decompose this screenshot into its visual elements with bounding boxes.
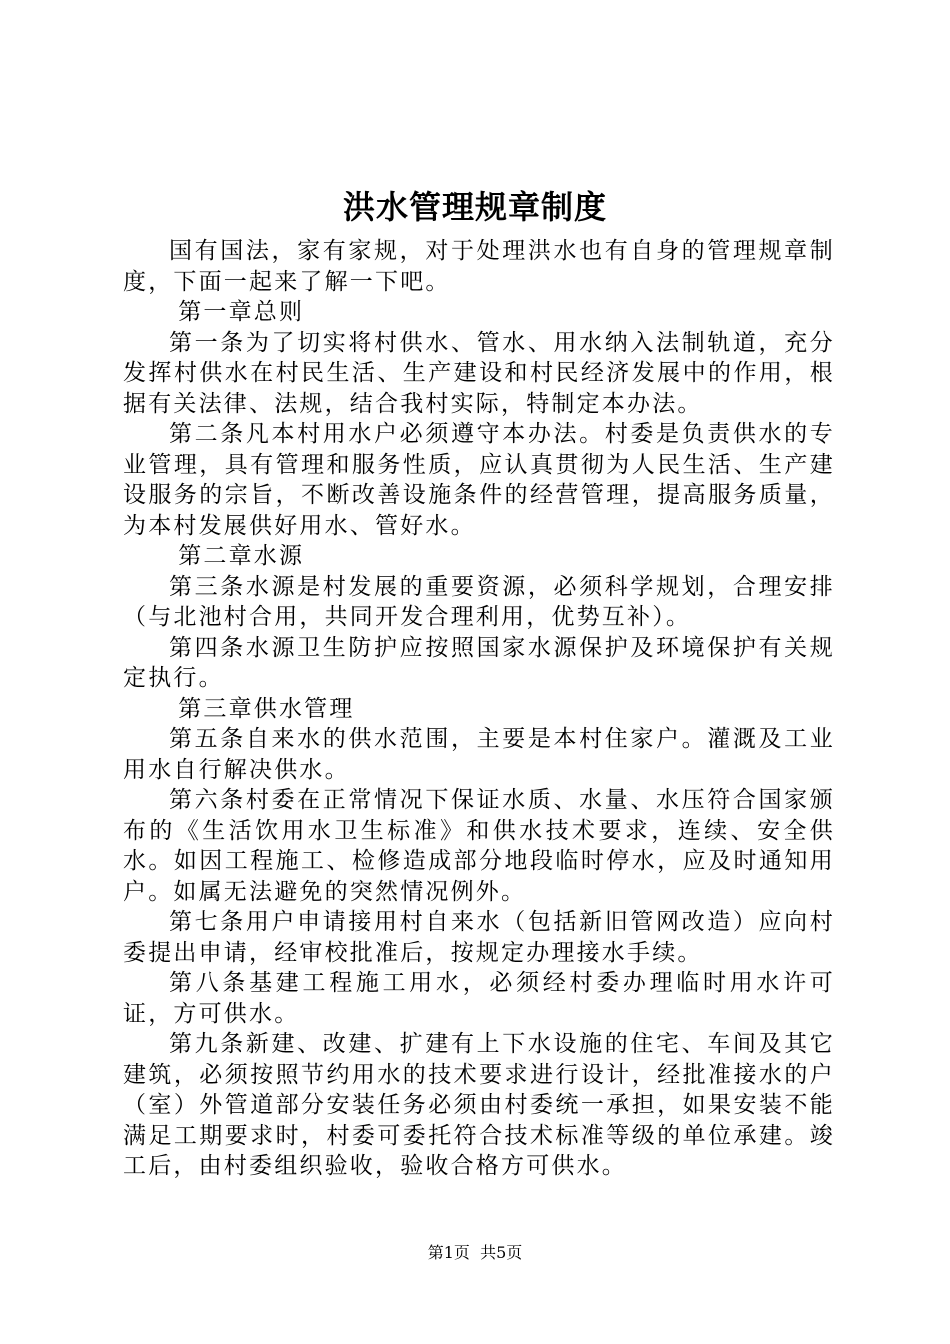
page-number: 第1页 bbox=[427, 1243, 470, 1262]
article-paragraph: 第九条新建、改建、扩建有上下水设施的住宅、车间及其它建筑，必须按照节约用水的技术要求进行设计，经批准接水的户（室）外管道部分安装任务必须由村委统一承担，如果安装不能满足工期要求时，村委可委托符合技术标准等级的单位承建。竣工后，由村委组织验收，验收合格方可供水。 bbox=[123, 1031, 835, 1179]
article-paragraph: 第三条水源是村发展的重要资源，必须科学规划，合理安排（与北池村合用，共同开发合理利用，优势互补）。 bbox=[123, 573, 835, 630]
chapter-heading: 第一章总则 bbox=[178, 299, 305, 325]
article-paragraph: 第五条自来水的供水范围，主要是本村住家户。灌溉及工业用水自行解决供水。 bbox=[123, 726, 835, 783]
chapter-heading: 第二章水源 bbox=[178, 543, 305, 569]
article-paragraph: 第八条基建工程施工用水，必须经村委办理临时用水许可证，方可供水。 bbox=[123, 970, 835, 1027]
document-title: 洪水管理规章制度 bbox=[342, 188, 607, 226]
document-body bbox=[123, 236, 835, 1182]
article-paragraph: 第二条凡本村用水户必须遵守本办法。村委是负责供水的专业管理，具有管理和服务性质，应认真贯彻为人民生活、生产建设服务的宗旨，不断改善设施条件的经营管理，提高服务质量，为本村发展供好用水、管好水。 bbox=[123, 421, 835, 539]
article-paragraph: 第一条为了切实将村供水、管水、用水纳入法制轨道，充分发挥村供水在村民生活、生产建设和村民经济发展中的作用，根据有关法律、法规，结合我村实际，特制定本办法。 bbox=[123, 329, 835, 417]
article-paragraph: 第六条村委在正常情况下保证水质、水量、水压符合国家颁布的《生活饮用水卫生标准》和供水技术要求，连续、安全供水。如因工程施工、检修造成部分地段临时停水，应及时通知用户。如属无法避免的突然情况例外。 bbox=[123, 787, 835, 905]
page-footer bbox=[0, 1241, 950, 1265]
article-paragraph: 第七条用户申请接用村自来水（包括新旧管网改造）应向村委提出申请，经审校批准后，按规定办理接水手续。 bbox=[123, 909, 835, 966]
chapter-heading: 第三章供水管理 bbox=[178, 695, 355, 722]
page-total: 共5页 bbox=[480, 1243, 523, 1262]
article-paragraph: 第四条水源卫生防护应按照国家水源保护及环境保护有关规定执行。 bbox=[123, 634, 835, 691]
intro-paragraph: 国有国法，家有家规，对于处理洪水也有自身的管理规章制度，下面一起来了解一下吧。 bbox=[123, 238, 835, 295]
